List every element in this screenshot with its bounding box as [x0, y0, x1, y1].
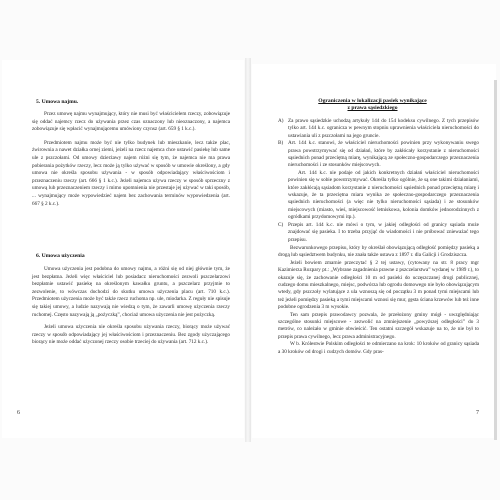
book-gutter	[245, 58, 251, 442]
list-item	[278, 222, 479, 244]
paragraph: Jeżeli bowiem zmarnie przeczytać § 2 tej ustawy, (cytowany na str. 8 pracy mgr Kazimierza Rozpary pt.: „Wybrane zagadnienia prawne z pszczelarstwa” wydanej w 1989 r.), to okazuje się, że zachowanie odległości 10 m od pasieki do uczęszczanej drogi publicznej, cudzego domu mieszkalnego, miejsc, podwórza lub ogrodu domowego nie było obowiązującym wtedy, gdy pszczoły wylatujące z ula wznoszą się od początku 3 m ponad tymi miejscami lub też jeżeli pomiędzy pasieką a tymi miejscami wznosi się mur, gęsta ściana krzewów lub też inne podobne ogrodzenia 3 m wysokie.	[278, 259, 479, 311]
paragraph: Ten sam przepis prawodawcy pozwala, że przełożony gminy mógł - uwzględniając szczególne stosunki miejscowe - zezwolić na zmniejszenie „powyższej odległości” do 3 metrów, co należało w gminie obwieścić. Ten ostatni szczegół wskazuje na to, że nie był to przepis prawa cywilnego, lecz prawa administracyjnego.	[278, 311, 479, 340]
paragraph: Przedmiotem najmu może być nie tylko budynek lub mieszkanie, lecz także plac, żwirownia a nawet działka ornej ziemi, jeżeli na rzecz najemca chce ustawić pasiekę lub same ule z pszczołami. Od umowy dzierżawy najem różni się tym, że najemca nie ma prawa pobierania pożytków rzeczy, lecz może ją tylko używać w sposób w umowie określony, a gdy umowa nie określa sposobu używania - w sposób odpowiadający właściwościom i przeznaczeniu rzeczy (art. 666 § 1 k.c.). Jeżeli najemca używa rzeczy w sposób sprzeczny z umową lub przeznaczeniem rzeczy i mimo upomnienia nie przestaje jej używać w taki sposób, ... wynajmujący może wypowiedzieć najem bez zachowania terminów wypowiedzenia (art. 667 § 2 k.c.).	[32, 139, 230, 207]
title-line-1: Ograniczenia w lokalizacji pasiek wynikające	[318, 98, 427, 104]
paragraph: Bezwarunkowego przepisu, który by określał obowiązującą odległość pomiędzy pasieką a drogą lub sąsiedztwem budynku, nie znała także ustawa z 1897 r. dla Galicji i Grodziszcza.	[278, 244, 479, 259]
page-edge	[494, 80, 497, 440]
list-item	[278, 140, 479, 170]
item-label: B)	[278, 140, 284, 147]
paragraph: Umowa użyczenia jest podobna do umowy najmu, a różni się od niej głównie tym, że jest bezpłatna. Jeżeli więc właściciel lub posiadacz nieruchomości zezwoli pszczelarzowi bezpłatnie ustawić pasiekę na określonym kawałku gruntu, a pszczelarz przyjmie to zezwolenie, to wówczas dochodzi do skutku umowa użyczenia placu (art. 710 k.c.). Przedmiotem użyczenia może być także rzecz ruchoma np. ule, miodarka. Z reguły nie spisuje się takiej umowy, a ludzie nazywają nie wiedzą o tym, że zawarli umowę użyczenia rzeczy ruchomej. Często nazywają ją „pożyczką”, chociaż umowa użyczenia nie jest pożyczką.	[32, 266, 230, 318]
item-text: Za prawo sąsiedzkie uchodzą artykuły 144 do 154 kodeksu cywilnego. Z tych przepisów tylko art. 144 k.c. ogranicza w pewnym stopniu uprawnienia właściciela nieruchomości do ustawiania uli z pszczołami na jego gruncie.	[288, 118, 479, 139]
item-text: Art. 144 k.c. stanowi, że właściciel nieruchomości powinien przy wykonywaniu swego prawa powstrzymywać się od działań, które by zakłócały korzystanie z nieruchomości sąsiednich ponad przeciętną miarę, wynikającą ze społeczno-gospodarczego przeznaczenia nieruchomości i ze stosunków miejscowych.	[288, 140, 479, 169]
list-item	[278, 170, 479, 222]
section-5-body	[32, 111, 230, 208]
right-body	[278, 118, 479, 356]
right-title	[270, 98, 475, 112]
item-text: Art. 144 k.c. nie podaje od jakich konkretnych działań właściciel nieruchomości powinien się w sobie powstrzymywać. Określa tylko ogólnie, że są one takimi działaniami, które zakłócają sąsiadom korzystanie z nieruchomości sąsiednich ponad przeciętną miarę i wskazuje, że ta przeciętna miara wynika ze społeczno-gospodarczego przeznaczenia sąsiednich nieruchomości (a więc nie tylko nieruchomości sąsiada) i ze stosunków miejscowych (miasto, wieś, miejscowość letniskowa, kolonia domków jednorodzinnych z ogródkami przydomowymi itp.).	[288, 169, 479, 221]
section-5-heading: 5. Umowa najmu.	[36, 99, 79, 105]
page-number-left: 6	[17, 410, 20, 416]
item-label: C)	[278, 221, 284, 228]
section-6-heading: 6. Umowa użyczenia	[36, 253, 85, 259]
paragraph: Przez umowę najmu wynajmujący, który nie musi być właścicielem rzeczy, zobowiązuje się oddać najemcy rzecz do używania przez czas oznaczony lub nieoznaczony, a najemca zobowiązuje się wpłacić wynajmującemu umówiony czynsz (art. 659 § 1 k.c.).	[32, 111, 230, 133]
item-label: A)	[278, 118, 284, 124]
item-text: Przepis art. 144 k.c. nie mówi o tym, w jakiej odległości od granicy sąsiada może znajdować się pasieka. I to trzeba przyjąć do wiadomości i nie próbować znieważać tego przepisu.	[288, 221, 479, 243]
title-line-2: z prawa sąsiedzkiego	[347, 105, 398, 111]
section-6-body	[32, 266, 230, 347]
page-number-right: 7	[476, 410, 479, 416]
paragraph: Jeżeli umowa użyczenia nie określa sposobu używania rzeczy, biorący może używać rzeczy w sposób odpowiadający jej właściwościom i przeznaczeniu. Bez zgody użyczającego biorący nie może oddać użyczonej rzeczy osobie trzeciej do używania (art. 712 k.c.).	[32, 324, 230, 346]
list-item	[278, 118, 479, 140]
paragraph: W b. Królestwie Polskim odległości te odmierzano na krok: 10 kroków od granicy sąsiada a 30 kroków od drogi i cudzych domów. Gdy pras-	[278, 341, 479, 355]
